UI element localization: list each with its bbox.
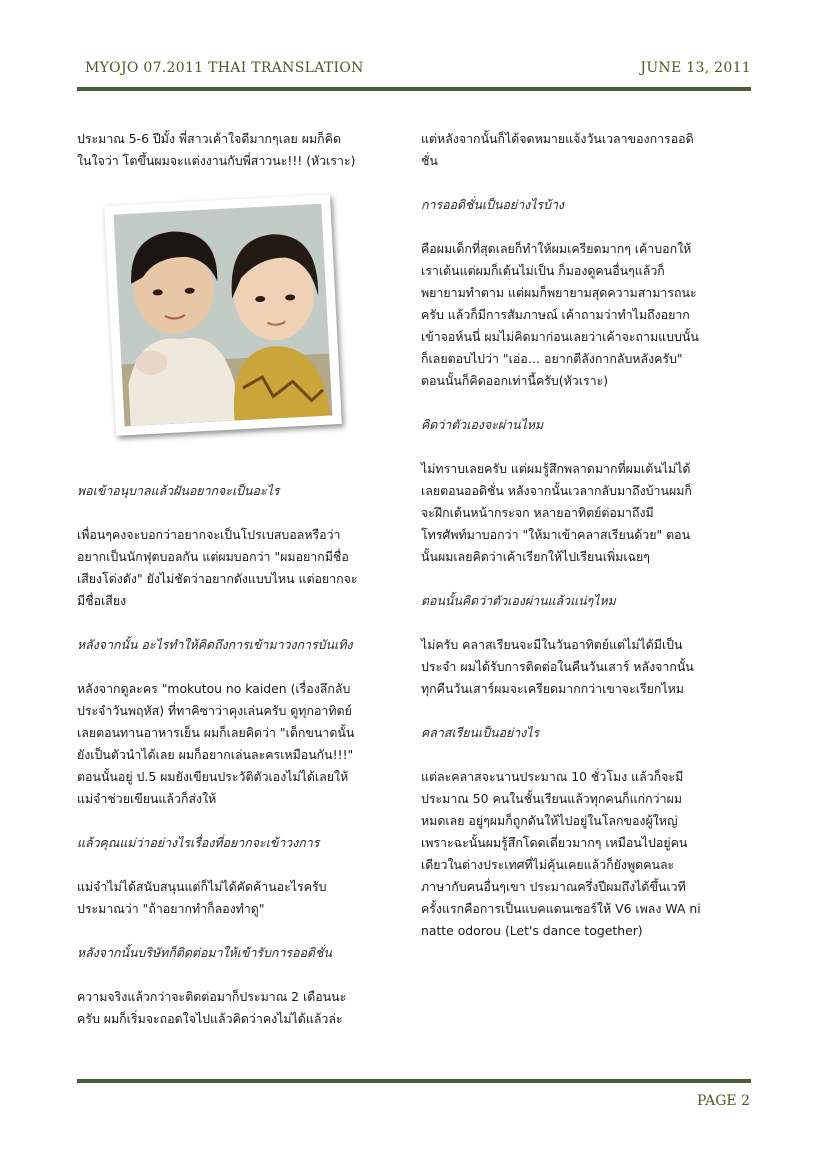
answer-paragraph: [77, 876, 407, 920]
text-line: ครับ แล้วก็มีการสัมภาษณ์ เค้าถามว่าทำไมถึงอยาก: [421, 307, 690, 322]
page-number: PAGE 2: [696, 1093, 750, 1109]
text-line: ไม่ทราบเลยครับ แต่ผมรู้สึกพลาดมากที่ผมเต้นไม่ได้: [421, 461, 691, 476]
text-line: พยายามทำตาม แต่ผมก็พยายามสุดความสามารถนะ: [421, 285, 697, 300]
intro-paragraph: [421, 128, 751, 172]
text-line: คือผมเด็กที่สุดเลยก็ทำให้ผมเครียดมากๆ เค้าบอกให้: [421, 241, 692, 256]
text-line: เสียงโด่งดัง" ยังไม่ชัดว่าอยากดังแบบไหน แต่อยากจะ: [77, 571, 358, 586]
answer-paragraph: [421, 766, 751, 942]
text-line: หมดเลย อยู่ๆผมก็ถูกดันให้ไปอยู่ในโลกของผู้ใหญ่: [421, 813, 678, 828]
text-line: ยังเป็นตัวนำได้เลย ผมก็อยากเล่นละครเหมือนกัน!!!": [77, 747, 354, 762]
text-line: แม่จำไม่ได้สนับสนุนแต่ก็ไม่ได้คัดค้านอะไรครับ: [77, 879, 327, 894]
text-line: มีชื่อเสียง: [77, 593, 127, 608]
text-line: ครั้งแรกคือการเป็นแบคแดนเซอร์ให้ V6 เพลง WA ni: [421, 901, 701, 916]
text-line: ประจำวันพฤหัส) ที่ทาคิซาว่าคุงเล่นครับ ดูทุกอาทิตย์: [77, 703, 352, 718]
text-line: ประมาณ 5-6 ปีมั้ง พี่สาวเค้าใจดีมากๆเลย ผมก็คิด: [77, 131, 341, 146]
text-line: อยากเป็นนักฟุตบอลกัน แต่ผมบอกว่า "ผมอยากมีชื่อ: [77, 549, 349, 564]
footer-divider: [77, 1079, 751, 1083]
header-title: MYOJO 07.2011 THAI TRANSLATION: [85, 60, 364, 76]
text-line: แต่ละคลาสจะนานประมาณ 10 ชั่วโมง แล้วก็จะมี: [421, 769, 684, 784]
text-line: ครับ ผมก็เริ่มจะถอดใจไปแล้วคิดว่าคงไม่ได้แล้วล่ะ: [77, 1011, 343, 1026]
text-line: ประจำ ผมได้รับการติดต่อในคืนวันเสาร์ หลังจากนั้น: [421, 659, 694, 674]
text-line: เลยตอนออดิชั่น หลังจากนั้นเวลากลับมาถึงบ้านผมก็: [421, 483, 692, 498]
question-heading: หลังจากนั้น อะไรทำให้คิดถึงการเข้ามาวงการบันเทิง: [77, 637, 353, 652]
answer-paragraph: [421, 634, 751, 700]
text-line: โทรศัพท์มาบอกว่า "ให้มาเข้าคลาสเรียนด้วย" ตอน: [421, 527, 691, 542]
answer-paragraph: [77, 986, 407, 1030]
polaroid-photo: [104, 194, 342, 436]
text-line: หลังจากดูละคร "mokutou no kaiden (เรื่องลึกลับ: [77, 681, 351, 696]
question-heading: คลาสเรียนเป็นอย่างไร: [421, 725, 540, 740]
question-heading: ตอนนั้นคิดว่าตัวเองผ่านแล้วแน่ๆไหม: [421, 593, 616, 608]
text-line: ไม่ครับ คลาสเรียนจะมีในวันอาทิตย์แต่ไม่ได้มีเป็น: [421, 637, 683, 652]
answer-paragraph: [421, 238, 751, 392]
text-line: ทุกคืนวันเสาร์ผมจะเครียดมากกว่าเขาจะเรียกไหม: [421, 681, 684, 696]
text-line: แม่จำช่วยเขียนแล้วก็ส่งให้: [77, 791, 217, 806]
question-heading: แล้วคุณแม่ว่าอย่างไรเรื่องที่อยากจะเข้าวงการ: [77, 835, 320, 850]
text-line: natte odorou (Let's dance together): [421, 923, 643, 938]
text-line: เราเต้นแต่ผมก็เต้นไม่เป็น ก็มองดูคนอื่นๆแล้วก็: [421, 263, 665, 278]
text-line: เดียวในต่างประเทศที่ไม่คุ้นเคยแล้วก็ยังพูดคนละ: [421, 857, 675, 872]
question-heading: พอเข้าอนุบาลแล้วฝันอยากจะเป็นอะไร: [77, 483, 280, 498]
text-line: เพื่อนๆคงจะบอกว่าอยากจะเป็นโปรเบสบอลหรือว่า: [77, 527, 341, 542]
two-children-photo-icon: [114, 204, 333, 427]
text-line: ตอนนั้นก็คิดออกเท่านี้ครับ(หัวเราะ): [421, 373, 609, 388]
question-heading: คิดว่าตัวเองจะผ่านไหม: [421, 417, 544, 432]
text-line: แต่หลังจากนั้นก็ได้จดหมายแจ้งวันเวลาของการออดิ: [421, 131, 694, 146]
right-column: [421, 128, 751, 942]
text-line: ในใจว่า โตขึ้นผมจะแต่งงานกับพี่สาวนะ!!! (หัวเราะ): [77, 153, 356, 168]
text-line: ประมาณ 50 คนในชั้นเรียนแล้วทุกคนก็แก่กว่าผม: [421, 791, 683, 806]
text-line: ตอนนั้นอยู่ ป.5 ผมยังเขียนประวัติตัวเองไม่ได้เลยให้: [77, 769, 349, 784]
answer-paragraph: [77, 678, 407, 810]
photo-frame: [110, 200, 354, 444]
header-date: JUNE 13, 2011: [640, 60, 751, 76]
text-line: จะฝึกเต้นหน้ากระจก หลายอาทิตย์ต่อมาถึงมี: [421, 505, 654, 520]
text-line: ประมาณว่า "ถ้าอยากทำก็ลองทำดู": [77, 901, 265, 916]
text-line: เพราะฉะนั้นผมรู้สึกโดดเดี่ยวมากๆ เหมือนไปอยู่คน: [421, 835, 688, 850]
text-line: นั้นผมเลยคิดว่าเค้าเรียกให้ไปเรียนเพิ่มเฉยๆ: [421, 549, 650, 564]
answer-paragraph: [421, 458, 751, 568]
text-line: เข้าจอห์นนี่ ผมไม่คิดมาก่อนเลยว่าเค้าจะถามแบบนั้น: [421, 329, 699, 344]
text-line: เลยตอนทานอาหารเย็น ผมก็เลยคิดว่า "เด็กขนาดนั้น: [77, 725, 355, 740]
text-line: ภาษากับคนอื่นๆเขา ประมาณครึ่งปีผมถึงได้ขึ้นเวที: [421, 879, 686, 894]
text-line: ความจริงแล้วกว่าจะติดต่อมาก็ประมาณ 2 เดือนนะ: [77, 989, 347, 1004]
question-heading: การออดิชั่นเป็นอย่างไรบ้าง: [421, 197, 564, 212]
question-heading: หลังจากนั้นบริษัทก็ติดต่อมาให้เข้ารับการออดิชั่น: [77, 945, 332, 960]
intro-paragraph: [77, 128, 407, 172]
header-divider: [77, 87, 751, 91]
text-line: ก็เลยตอบไปว่า "เอ่อ… อยากตีลังกากลับหลังครับ": [421, 351, 683, 366]
answer-paragraph: [77, 524, 407, 612]
text-line: ชั่น: [421, 153, 438, 168]
page-header: [77, 58, 751, 84]
